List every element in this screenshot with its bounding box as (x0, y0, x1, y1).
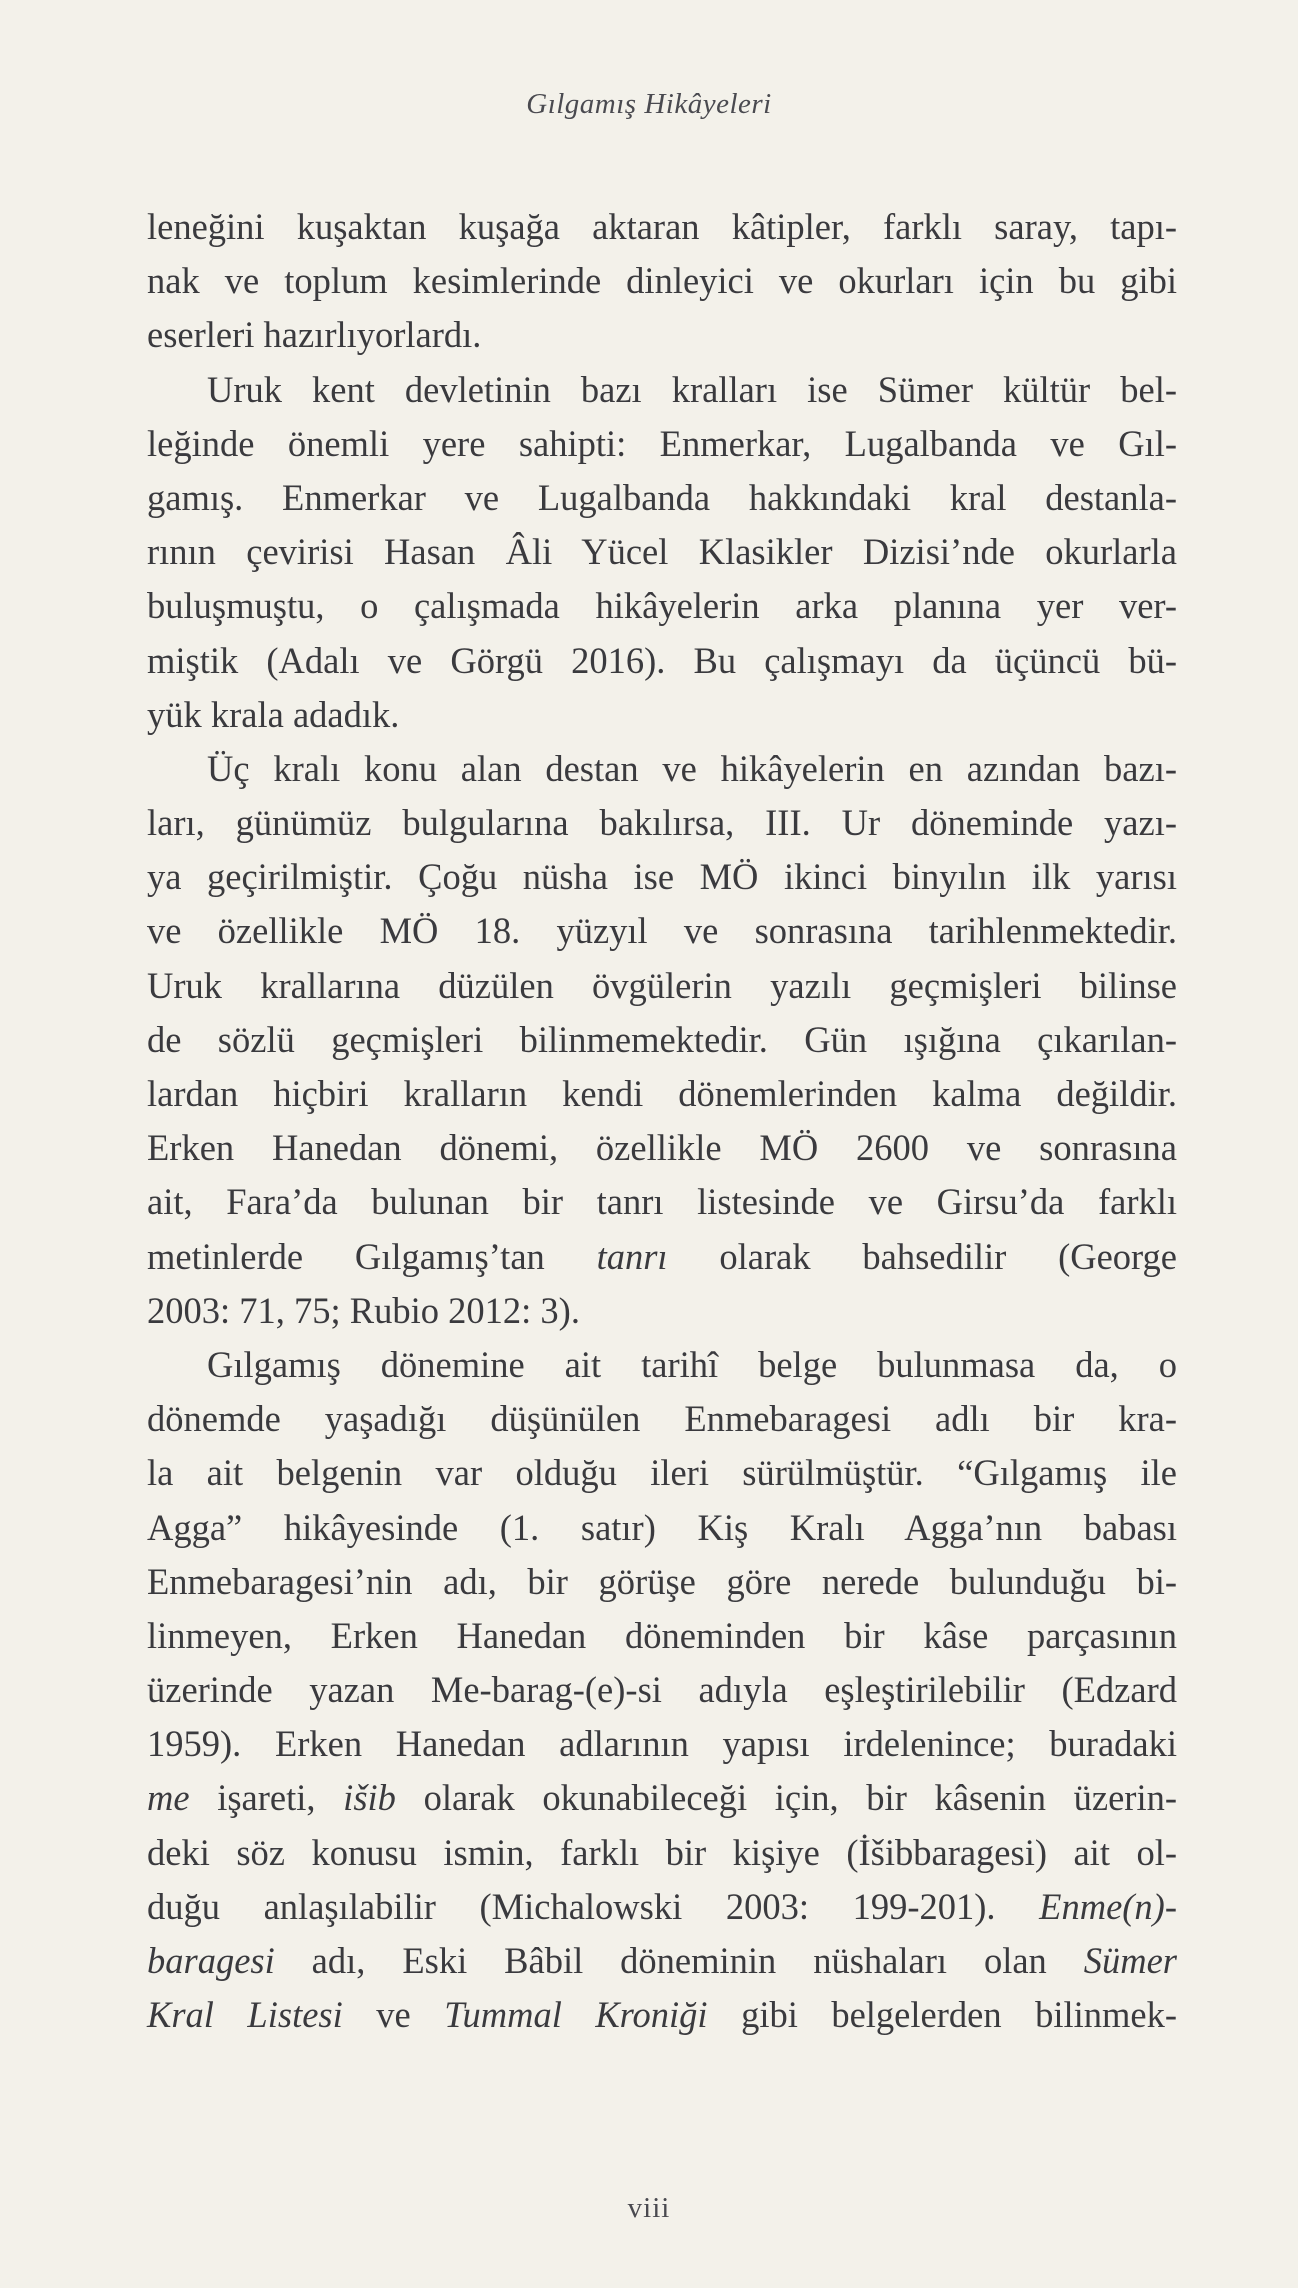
text-line: leğinde önemli yere sahipti: Enmerkar, Lugalbanda ve Gıl- (147, 422, 1177, 464)
text-line: me işareti, išib olarak okunabileceği için, bir kâsenin üzerin- (147, 1777, 1177, 1819)
text-line: 2003: 71, 75; Rubio 2012: 3). (147, 1289, 580, 1331)
text-line: buluşmuştu, o çalışmada hikâyelerin arka planına yer ver- (147, 585, 1177, 627)
text-line: leneğini kuşaktan kuşağa aktaran kâtipler, farklı saray, tapı- (147, 206, 1177, 247)
text-line: Kral Listesi ve Tummal Kroniği gibi belgelerden bilinmek- (147, 1994, 1177, 2036)
text-line: Uruk krallarına düzülen övgülerin yazılı geçmişleri bilinse (147, 964, 1177, 1006)
italic-term: Sümer (1083, 1940, 1177, 1981)
text-line: rının çevirisi Hasan Âli Yücel Klasikler Dizisi’nde okurlarla (147, 531, 1177, 573)
text-line: deki söz konusu ismin, farklı bir kişiye (İšibbaragesi) ait ol- (147, 1831, 1177, 1873)
italic-term: Kral Listesi (147, 1994, 343, 2036)
text-line: ları, günümüz bulgularına bakılırsa, III. Ur döneminde yazı- (147, 802, 1177, 844)
text-line: gamış. Enmerkar ve Lugalbanda hakkındaki kral destanla- (147, 476, 1177, 518)
text-line: linmeyen, Erken Hanedan döneminden bir kâse parçasının (147, 1614, 1177, 1656)
text-line: de sözlü geçmişleri bilinmemektedir. Gün ışığına çıkarılan- (147, 1018, 1177, 1060)
text-line: Agga” hikâyesinde (1. satır) Kiş Kralı Agga’nın babası (147, 1506, 1177, 1548)
text-line: Enmebaragesi’nin adı, bir görüşe göre nerede bulunduğu bi- (147, 1560, 1177, 1602)
italic-term: baragesi (147, 1940, 275, 1981)
text-line: metinlerde Gılgamış’tan tanrı olarak bahsedilir (George (147, 1235, 1177, 1277)
text-line: ya geçirilmiştir. Çoğu nüsha ise MÖ ikinci binyılın ilk yarısı (147, 856, 1177, 898)
paragraph (147, 1338, 1177, 2042)
text-line: duğu anlaşılabilir (Michalowski 2003: 199-201). Enme(n)- (147, 1885, 1177, 1927)
text-line: baragesi adı, Eski Bâbil döneminin nüshaları olan Sümer (147, 1940, 1177, 1981)
text-line: ve özellikle MÖ 18. yüzyıl ve sonrasına tarihlenmektedir. (147, 910, 1177, 952)
italic-term: tanrı (596, 1235, 668, 1277)
page-number: viii (627, 2192, 671, 2224)
text-line: nak ve toplum kesimlerinde dinleyici ve okurları için bu gibi (147, 260, 1177, 302)
italic-term: Enme(n)- (1039, 1885, 1177, 1927)
text-line: eserleri hazırlıyorlardı. (147, 314, 482, 356)
text-line: yük krala adadık. (147, 693, 400, 735)
text-line: Gılgamış dönemine ait tarihî belge bulunmasa da, o (207, 1343, 1177, 1385)
text-line: 1959). Erken Hanedan adlarının yapısı irdelenince; buradaki (147, 1723, 1177, 1765)
text-line: üzerinde yazan Me-barag-(e)-si adıyla eşleştirilebilir (Edzard (147, 1669, 1177, 1711)
italic-term: išib (343, 1777, 396, 1819)
italic-term: me (147, 1777, 190, 1819)
text-line: miştik (Adalı ve Görgü 2016). Bu çalışmayı da üçüncü bü- (147, 639, 1177, 681)
text-line: ait, Fara’da bulunan bir tanrı listesinde ve Girsu’da farklı (147, 1181, 1177, 1223)
paragraph (147, 363, 1177, 742)
text-line: Erken Hanedan dönemi, özellikle MÖ 2600 ve sonrasına (147, 1127, 1177, 1169)
text-line: dönemde yaşadığı düşünülen Enmebaragesi adlı bir kra- (147, 1398, 1177, 1440)
paragraph (147, 200, 1177, 363)
text-line: la ait belgenin var olduğu ileri sürülmüştür. “Gılgamış ile (147, 1452, 1177, 1494)
italic-term: Tummal Kroniği (444, 1994, 708, 2036)
text-line: Üç kralı konu alan destan ve hikâyelerin en azından bazı- (207, 747, 1177, 789)
paragraph (147, 742, 1177, 1338)
text-line: lardan hiçbiri kralların kendi dönemlerinden kalma değildir. (147, 1073, 1177, 1114)
text-line: Uruk kent devletinin bazı kralları ise Sümer kültür bel- (207, 368, 1177, 410)
body-text (147, 200, 1177, 2042)
running-header-title: Gılgamış Hikâyeleri (526, 88, 772, 120)
